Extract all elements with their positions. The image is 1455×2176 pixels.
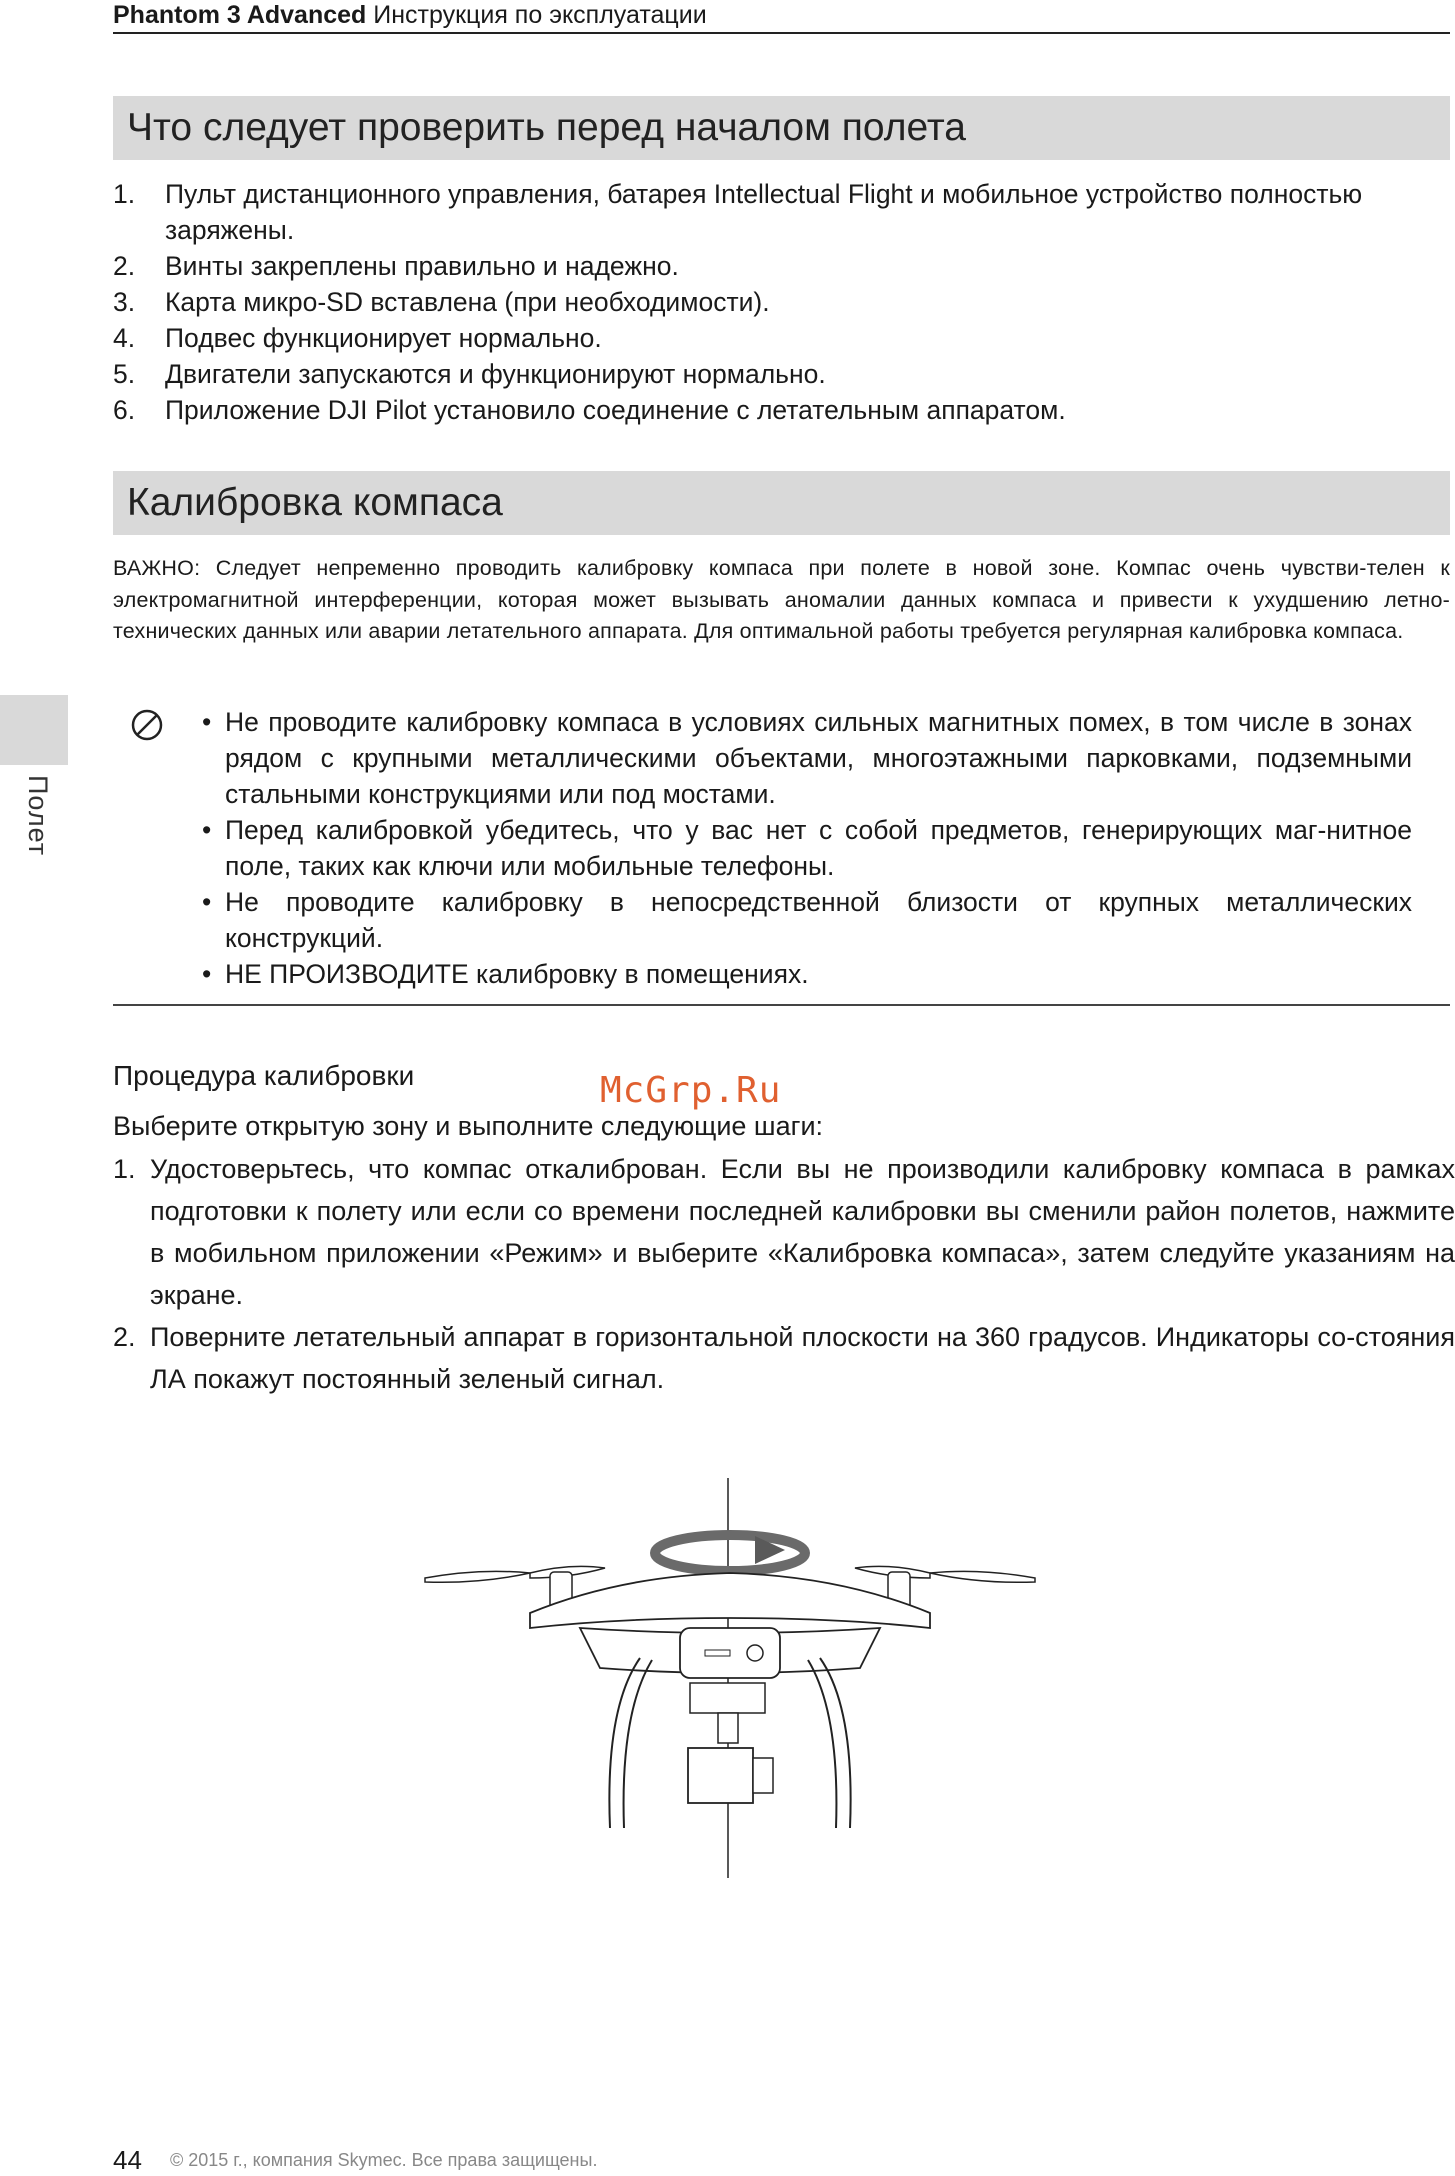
prohibited-icon	[130, 708, 164, 742]
watermark: McGrp.Ru	[600, 1070, 782, 1111]
header-subtitle: Инструкция по эксплуатации	[373, 1, 707, 29]
preflight-checklist	[113, 176, 1450, 428]
list-item: 5. Двигатели запускаются и функционируют нормально.	[113, 359, 826, 389]
rotation-arrow	[655, 1535, 805, 1571]
section-title-compass: Калибровка компаса	[113, 471, 1450, 535]
drone-calibration-illustration	[420, 1468, 1040, 1888]
propeller-left-outer	[425, 1571, 530, 1582]
gimbal-mount	[690, 1683, 765, 1713]
copyright: © 2015 г., компания Skymec. Все права защищены.	[170, 2150, 598, 2170]
section-divider	[113, 1004, 1450, 1006]
header-product: Phantom 3 Advanced	[113, 1, 367, 29]
drone-body-top	[530, 1573, 930, 1628]
list-item: 3. Карта микро-SD вставлена (при необходимости).	[113, 287, 770, 317]
page-number: 44	[113, 2145, 142, 2175]
list-item: 1. Удостоверьтесь, что компас откалиброван. Если вы не производили калибровку компаса в рамках подготовки к полету или если со времени последней калибровки вы сменили район полетов, нажмите в мобильном приложении «Режим» и выберите «Калибровка компаса», затем следуйте указаниям на экране.	[113, 1154, 1455, 1310]
page-header	[113, 0, 707, 30]
procedure-intro: Выберите открытую зону и выполните следующие шаги:	[113, 1111, 824, 1141]
list-item: 2. Поверните летательный аппарат в горизонтальной плоскости на 360 градусов. Индикаторы со-стояния ЛА покажут постоянный зеленый сигнал.	[113, 1322, 1455, 1394]
side-tab	[0, 695, 68, 765]
warning-list	[200, 704, 1412, 992]
procedure-steps	[113, 1148, 1455, 1400]
side-tab-label: Полет	[23, 775, 53, 857]
landing-gear-right	[820, 1658, 851, 1828]
landing-gear-left	[609, 1658, 640, 1828]
header-rule	[113, 32, 1450, 34]
procedure-title: Процедура калибровки	[113, 1060, 415, 1091]
list-item: • Не проводите калибровку в непосредственной близости от крупных металлических конструкций.	[200, 884, 1412, 956]
propeller-right-outer	[930, 1571, 1035, 1582]
list-item: 2. Винты закреплены правильно и надежно.	[113, 251, 679, 281]
list-item: • Не проводите калибровку компаса в условиях сильных магнитных помех, в том числе в зонах рядом с крупными металлическими объектами, многоэтажными парковками, подземными стальными конструкциями или под мостами.	[200, 704, 1412, 812]
list-item: • НЕ ПРОИЗВОДИТЕ калибровку в помещениях.	[200, 956, 1412, 992]
important-note: ВАЖНО: Следует непременно проводить калибровку компаса при полете в новой зоне. Компас очень чувстви-телен к электромагнитной интерференции, которая может вызывать аномалии данных компаса и привести к ухудшению летно-технических данных или аварии летательного аппарата. Для оптимальной работы требуется регулярная калибровка компаса.	[113, 556, 1450, 643]
list-item: 1. Пульт дистанционного управления, батарея Intellectual Flight и мобильное устройство полностью заряжены.	[113, 179, 1363, 245]
list-item: 4. Подвес функционирует нормально.	[113, 323, 602, 353]
list-item: • Перед калибровкой убедитесь, что у вас нет с собой предметов, генерирующих маг-нитное поле, таких как ключи или мобильные телефоны.	[200, 812, 1412, 884]
list-item: 6. Приложение DJI Pilot установило соединение с летательным аппаратом.	[113, 395, 1066, 425]
camera	[688, 1748, 753, 1803]
section-title-preflight: Что следует проверить перед началом полета	[113, 96, 1450, 160]
